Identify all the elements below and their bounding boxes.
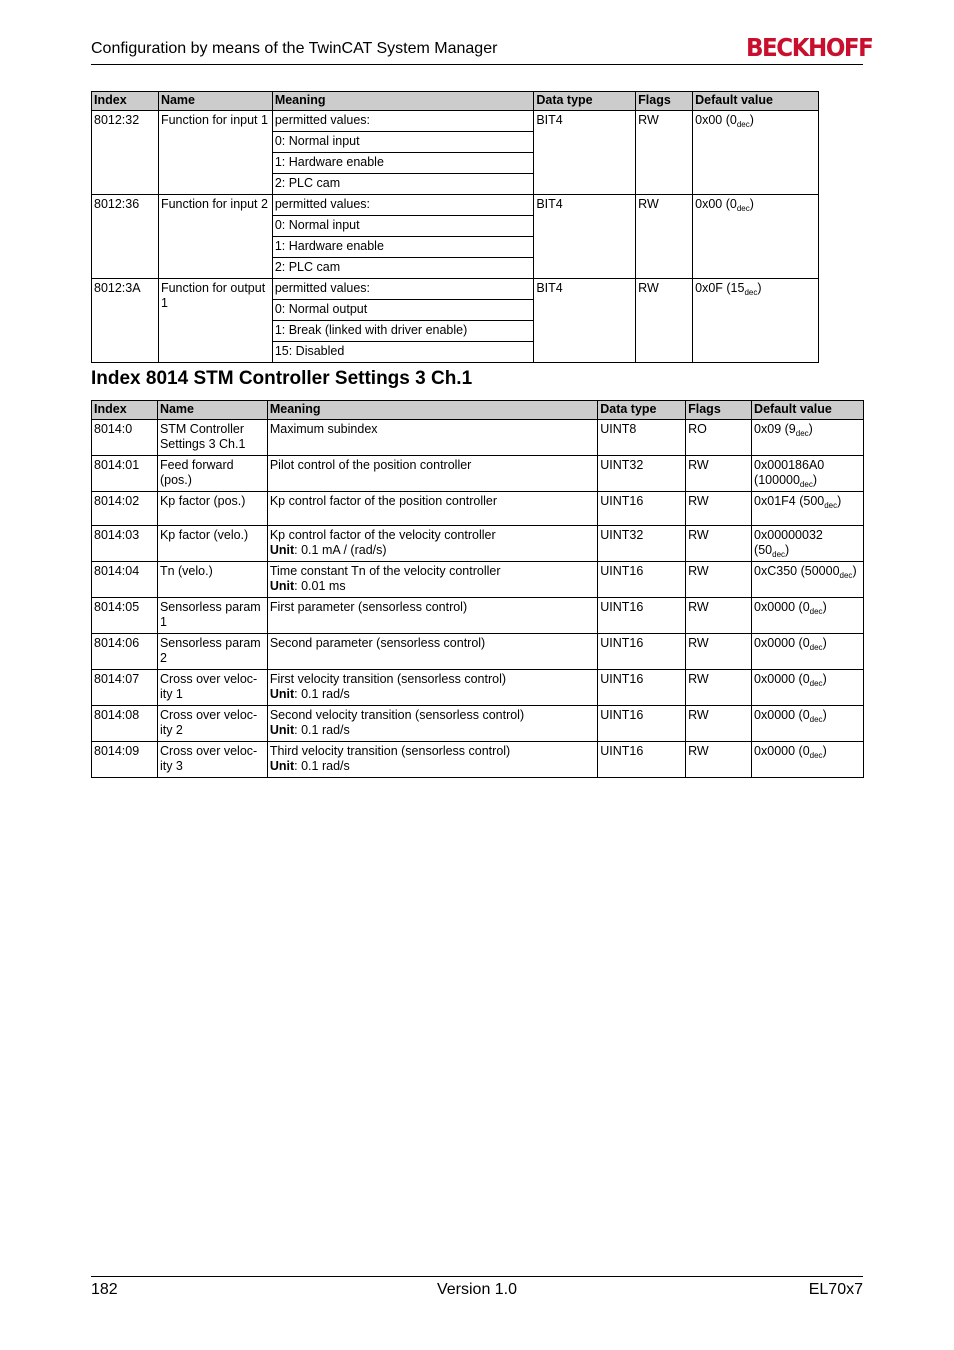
flags-cell: RW <box>686 598 752 634</box>
default-value-base: dec <box>809 679 823 688</box>
meaning-cell: 0: Normal output <box>272 300 534 321</box>
default-value: 0x000186A0 (100000 <box>754 458 825 487</box>
table-row <box>92 562 864 598</box>
column-header-meaning: Meaning <box>272 92 534 111</box>
default-value-base: dec <box>736 120 750 129</box>
index-cell: 8014:06 <box>92 634 158 670</box>
column-header-flags: Flags <box>686 401 752 420</box>
name-cell: Kp factor (velo.) <box>157 526 267 562</box>
meaning-cell: 15: Disabled <box>272 342 534 363</box>
default-value: 0x0000 (0 <box>754 600 810 614</box>
meaning-cell: 1: Hardware enable <box>272 153 534 174</box>
flags-cell: RW <box>686 456 752 492</box>
meaning-cell <box>267 634 597 670</box>
index-cell: 8014:03 <box>92 526 158 562</box>
index-cell: 8014:08 <box>92 706 158 742</box>
unit-value: : 0.1 rad/s <box>294 723 350 737</box>
default-value-cell <box>752 456 864 492</box>
default-value-cell <box>752 742 864 778</box>
default-value-cell <box>752 492 864 526</box>
meaning-text: Time constant Tn of the velocity controller <box>269 564 501 578</box>
beckhoff-logo: BECKHOFF <box>746 33 873 62</box>
meaning-text: Third velocity transition (sensorless control) <box>269 744 511 758</box>
index-cell: 8014:05 <box>92 598 158 634</box>
default-value-close: ) <box>852 564 857 578</box>
column-header-flags: Flags <box>636 92 693 111</box>
meaning-cell: 1: Hardware enable <box>272 237 534 258</box>
meaning-cell: 2: PLC cam <box>272 174 534 195</box>
name-cell: STM Controller Settings 3 Ch.1 <box>157 420 267 456</box>
default-value-close: ) <box>749 197 754 211</box>
data-type-cell: UINT32 <box>598 526 686 562</box>
default-value: 0x0F (15 <box>695 281 745 295</box>
default-value-base: dec <box>824 501 838 510</box>
table-header-row <box>92 401 864 420</box>
default-value: 0x0000 (0 <box>754 636 810 650</box>
data-type-cell: BIT4 <box>534 111 636 195</box>
index-cell: 8014:07 <box>92 670 158 706</box>
name-cell: Function for input 1 <box>158 111 272 195</box>
object-table-8012 <box>91 91 819 363</box>
data-type-cell: UINT16 <box>598 670 686 706</box>
name-cell: Cross over veloc-ity 3 <box>157 742 267 778</box>
column-header-data-type: Data type <box>598 401 686 420</box>
meaning-cell: permitted values: <box>272 111 534 132</box>
product-name: EL70x7 <box>808 1281 863 1298</box>
default-value-cell <box>752 598 864 634</box>
object-table-8014 <box>91 400 864 778</box>
name-cell: Tn (velo.) <box>157 562 267 598</box>
data-type-cell: UINT16 <box>598 562 686 598</box>
name-cell: Kp factor (pos.) <box>157 492 267 526</box>
footer-rule <box>91 1276 863 1277</box>
meaning-cell <box>267 562 597 598</box>
default-value-close: ) <box>822 672 827 686</box>
table-header-row <box>92 92 819 111</box>
column-header-default-value: Default value <box>752 401 864 420</box>
flags-cell: RO <box>686 420 752 456</box>
default-value-cell <box>752 634 864 670</box>
table-row <box>92 111 819 132</box>
default-value-base: dec <box>795 429 809 438</box>
flags-cell: RW <box>686 492 752 526</box>
unit-value: : 0.1 rad/s <box>294 759 350 773</box>
default-value: 0x0000 (0 <box>754 672 810 686</box>
table-row <box>92 598 864 634</box>
index-cell: 8012:32 <box>92 111 159 195</box>
flags-cell: RW <box>686 562 752 598</box>
default-value-cell <box>693 111 819 195</box>
column-header-data-type: Data type <box>534 92 636 111</box>
default-value-close: ) <box>822 708 827 722</box>
table-row <box>92 670 864 706</box>
meaning-cell <box>267 420 597 456</box>
meaning-cell <box>267 706 597 742</box>
name-cell: Function for input 2 <box>158 195 272 279</box>
default-value-base: dec <box>736 204 750 213</box>
column-header-name: Name <box>157 401 267 420</box>
meaning-text: Pilot control of the position controller <box>269 458 472 472</box>
index-cell: 8014:02 <box>92 492 158 526</box>
flags-cell: RW <box>686 634 752 670</box>
default-value-close: ) <box>822 636 827 650</box>
table-row <box>92 706 864 742</box>
meaning-text: Second velocity transition (sensorless control) <box>269 708 525 722</box>
table-row <box>92 742 864 778</box>
unit-value: : 0.01 ms <box>294 579 346 593</box>
unit-label: Unit <box>269 543 295 557</box>
column-header-index: Index <box>92 401 158 420</box>
default-value-cell <box>752 670 864 706</box>
flags-cell: RW <box>636 279 693 363</box>
unit-value: : 0.1 rad/s <box>294 687 350 701</box>
table-row <box>92 456 864 492</box>
name-cell: Sensorless param 2 <box>157 634 267 670</box>
default-value: 0x01F4 (500 <box>754 494 825 508</box>
default-value-cell <box>752 562 864 598</box>
unit-line <box>270 579 595 594</box>
meaning-cell: 2: PLC cam <box>272 258 534 279</box>
flags-cell: RW <box>636 111 693 195</box>
meaning-cell <box>267 526 597 562</box>
meaning-cell: 1: Break (linked with driver enable) <box>272 321 534 342</box>
name-cell: Feed forward (pos.) <box>157 456 267 492</box>
table-row <box>92 195 819 216</box>
default-value-close: ) <box>822 744 827 758</box>
meaning-text: First parameter (sensorless control) <box>269 600 468 614</box>
index-cell: 8012:3A <box>92 279 159 363</box>
data-type-cell: UINT16 <box>598 598 686 634</box>
table-row <box>92 420 864 456</box>
default-value-close: ) <box>749 113 754 127</box>
column-header-meaning: Meaning <box>267 401 597 420</box>
unit-value: : 0.1 mA / (rad/s) <box>294 543 387 557</box>
table-row <box>92 492 864 526</box>
default-value-cell <box>752 706 864 742</box>
data-type-cell: UINT16 <box>598 634 686 670</box>
flags-cell: RW <box>686 706 752 742</box>
unit-label: Unit <box>269 723 295 737</box>
index-cell: 8012:36 <box>92 195 159 279</box>
default-value-close: ) <box>785 543 790 557</box>
unit-line <box>270 687 595 702</box>
meaning-cell: permitted values: <box>272 195 534 216</box>
default-value: 0x09 (9 <box>754 422 796 436</box>
unit-label: Unit <box>269 759 295 773</box>
data-type-cell: UINT16 <box>598 492 686 526</box>
name-cell: Cross over veloc-ity 1 <box>157 670 267 706</box>
default-value-close: ) <box>808 422 813 436</box>
meaning-cell: 0: Normal input <box>272 216 534 237</box>
default-value-close: ) <box>822 600 827 614</box>
page-header-title: Configuration by means of the TwinCAT System Manager <box>91 40 498 57</box>
default-value-cell <box>752 420 864 456</box>
default-value: 0xC350 (50000 <box>754 564 840 578</box>
document-version: Version 1.0 <box>436 1281 518 1298</box>
column-header-default-value: Default value <box>693 92 819 111</box>
data-type-cell: UINT16 <box>598 706 686 742</box>
name-cell: Sensorless param 1 <box>157 598 267 634</box>
table-row <box>92 526 864 562</box>
header-rule <box>91 64 863 65</box>
default-value-cell <box>752 526 864 562</box>
default-value-base: dec <box>809 607 823 616</box>
default-value-base: dec <box>799 480 813 489</box>
unit-line <box>270 723 595 738</box>
meaning-cell <box>267 456 597 492</box>
default-value-cell <box>693 279 819 363</box>
flags-cell: RW <box>686 526 752 562</box>
unit-line <box>270 543 595 558</box>
default-value-base: dec <box>809 643 823 652</box>
flags-cell: RW <box>636 195 693 279</box>
data-type-cell: UINT8 <box>598 420 686 456</box>
meaning-cell <box>267 670 597 706</box>
data-type-cell: UINT16 <box>598 742 686 778</box>
flags-cell: RW <box>686 742 752 778</box>
column-header-name: Name <box>158 92 272 111</box>
default-value: 0x0000 (0 <box>754 744 810 758</box>
unit-line <box>270 759 595 774</box>
meaning-cell: permitted values: <box>272 279 534 300</box>
default-value: 0x00000032 (50 <box>754 528 823 557</box>
page-number: 182 <box>91 1281 118 1298</box>
unit-label: Unit <box>269 687 295 701</box>
section-title: Index 8014 STM Controller Settings 3 Ch.1 <box>91 368 473 389</box>
unit-label: Unit <box>269 579 295 593</box>
table-row <box>92 634 864 670</box>
meaning-cell <box>267 598 597 634</box>
index-cell: 8014:04 <box>92 562 158 598</box>
meaning-cell <box>267 742 597 778</box>
name-cell: Function for output 1 <box>158 279 272 363</box>
meaning-text: First velocity transition (sensorless control) <box>269 672 507 686</box>
meaning-cell <box>267 492 597 526</box>
data-type-cell: UINT32 <box>598 456 686 492</box>
default-value: 0x00 (0 <box>695 113 737 127</box>
default-value: 0x00 (0 <box>695 197 737 211</box>
table-row <box>92 279 819 300</box>
column-header-index: Index <box>92 92 159 111</box>
flags-cell: RW <box>686 670 752 706</box>
default-value-cell <box>693 195 819 279</box>
name-cell: Cross over veloc-ity 2 <box>157 706 267 742</box>
meaning-text: Kp control factor of the velocity controller <box>269 528 496 542</box>
default-value-base: dec <box>809 715 823 724</box>
default-value-close: ) <box>757 281 762 295</box>
default-value-base: dec <box>809 751 823 760</box>
default-value: 0x0000 (0 <box>754 708 810 722</box>
default-value-close: ) <box>837 494 842 508</box>
default-value-base: dec <box>772 550 786 559</box>
data-type-cell: BIT4 <box>534 279 636 363</box>
default-value-base: dec <box>839 571 853 580</box>
index-cell: 8014:09 <box>92 742 158 778</box>
meaning-cell: 0: Normal input <box>272 132 534 153</box>
meaning-text: Kp control factor of the position controller <box>269 494 498 508</box>
meaning-text: Second parameter (sensorless control) <box>269 636 486 650</box>
index-cell: 8014:01 <box>92 456 158 492</box>
meaning-text: Maximum subindex <box>269 422 378 436</box>
default-value-close: ) <box>812 473 817 487</box>
default-value-base: dec <box>744 288 758 297</box>
data-type-cell: BIT4 <box>534 195 636 279</box>
index-cell: 8014:0 <box>92 420 158 456</box>
